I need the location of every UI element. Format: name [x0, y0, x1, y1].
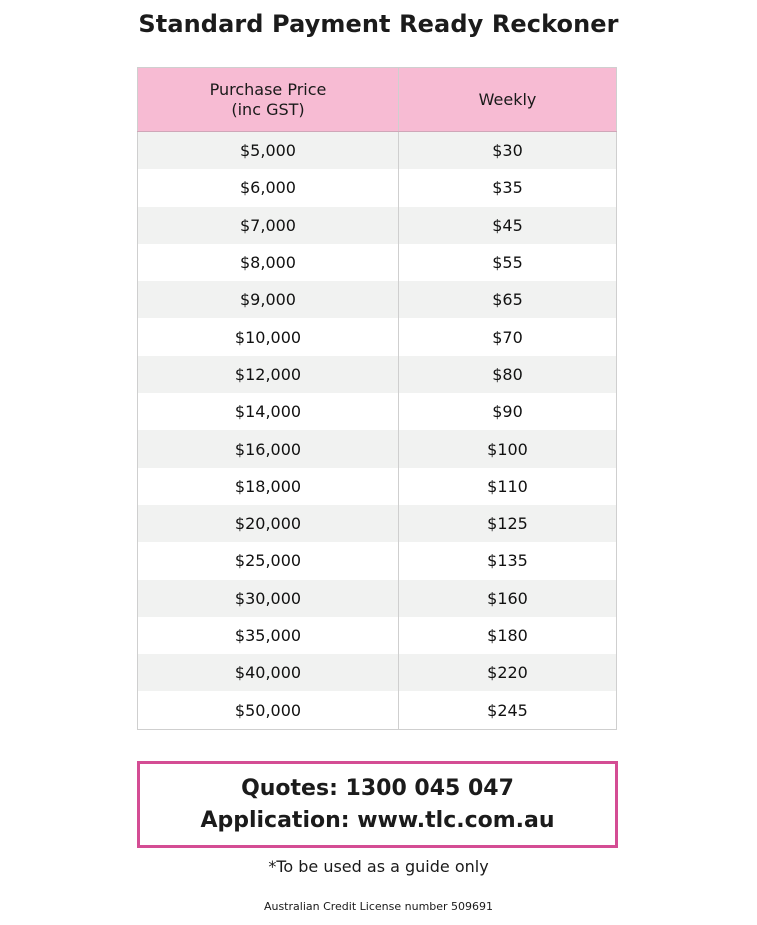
table-row: [138, 654, 617, 691]
table-row: [138, 356, 617, 393]
price-cell: $35,000: [138, 617, 399, 654]
guide-note: *To be used as a guide only: [268, 857, 489, 876]
weekly-cell: $180: [399, 617, 617, 654]
table-row: [138, 207, 617, 244]
price-cell: $10,000: [138, 318, 399, 355]
table-row: [138, 580, 617, 617]
table-row: [138, 691, 617, 729]
table-row: [138, 468, 617, 505]
header-purchase-price: [138, 68, 399, 132]
weekly-cell: $30: [399, 132, 617, 170]
weekly-cell: $160: [399, 580, 617, 617]
price-cell: $30,000: [138, 580, 399, 617]
weekly-cell: $100: [399, 430, 617, 467]
price-cell: $16,000: [138, 430, 399, 467]
table-row: [138, 505, 617, 542]
price-cell: $18,000: [138, 468, 399, 505]
price-cell: $8,000: [138, 244, 399, 281]
price-cell: $7,000: [138, 207, 399, 244]
price-cell: $9,000: [138, 281, 399, 318]
weekly-cell: $80: [399, 356, 617, 393]
table-header-row: [138, 68, 617, 132]
weekly-cell: $135: [399, 542, 617, 579]
weekly-cell: $65: [399, 281, 617, 318]
weekly-cell: $70: [399, 318, 617, 355]
weekly-cell: $55: [399, 244, 617, 281]
weekly-cell: $45: [399, 207, 617, 244]
weekly-cell: $110: [399, 468, 617, 505]
table-row: [138, 169, 617, 206]
price-cell: $25,000: [138, 542, 399, 579]
header-purchase-price-line1: Purchase Price: [209, 79, 327, 99]
price-cell: $5,000: [138, 132, 399, 170]
weekly-cell: $220: [399, 654, 617, 691]
header-purchase-price-line2: (inc GST): [231, 99, 305, 119]
table-row: [138, 281, 617, 318]
price-cell: $12,000: [138, 356, 399, 393]
table-row: [138, 244, 617, 281]
reckoner-table: [137, 67, 617, 730]
price-cell: $20,000: [138, 505, 399, 542]
page-title: Standard Payment Ready Reckoner: [138, 10, 619, 38]
contact-box: [137, 761, 618, 848]
weekly-cell: $245: [399, 691, 617, 729]
weekly-cell: $125: [399, 505, 617, 542]
table-row: [138, 617, 617, 654]
weekly-cell: $90: [399, 393, 617, 430]
table-row: [138, 393, 617, 430]
header-weekly: Weekly: [399, 68, 617, 132]
table-row: [138, 430, 617, 467]
application-website: Application: www.tlc.com.au: [200, 808, 555, 833]
price-cell: $6,000: [138, 169, 399, 206]
quotes-phone: Quotes: 1300 045 047: [241, 776, 514, 801]
price-cell: $40,000: [138, 654, 399, 691]
price-cell: $50,000: [138, 691, 399, 729]
table-row: [138, 318, 617, 355]
table-row: [138, 132, 617, 170]
credit-license: Australian Credit License number 509691: [263, 900, 494, 913]
price-cell: $14,000: [138, 393, 399, 430]
weekly-cell: $35: [399, 169, 617, 206]
table-row: [138, 542, 617, 579]
